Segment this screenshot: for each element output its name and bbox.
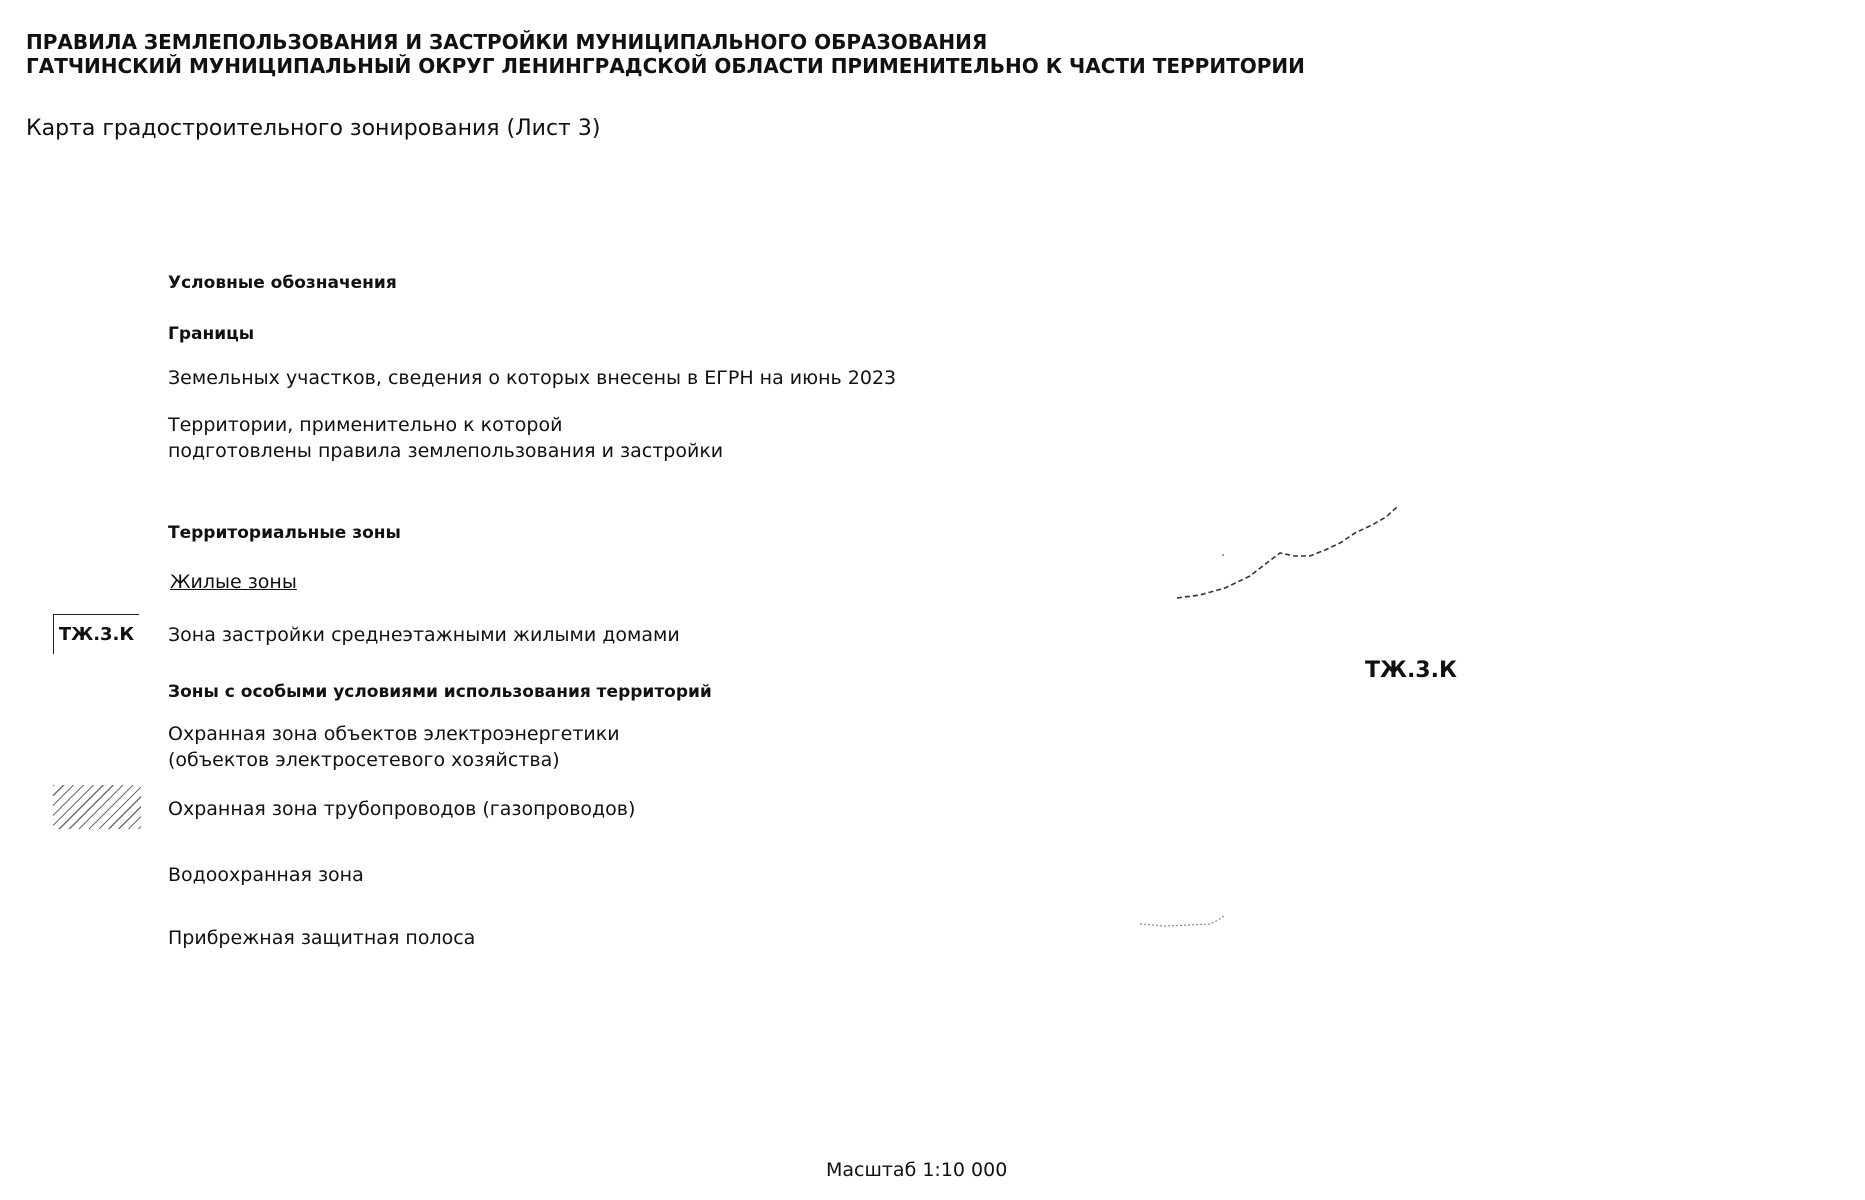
map-title-line-1: ПРАВИЛА ЗЕМЛЕПОЛЬЗОВАНИЯ И ЗАСТРОЙКИ МУНИЦИПАЛЬНОГО ОБРАЗОВАНИЯ (26, 30, 988, 54)
legend-territory-line-2: подготовлены правила землепользования и застройки (168, 440, 724, 462)
legend-title: Условные обозначения (168, 273, 397, 293)
legend-land-plots: Земельных участков, сведения о которых внесены в ЕГРН на июнь 2023 (168, 367, 897, 389)
legend-water-protection-zone: Водоохранная зона (168, 864, 364, 886)
map-subtitle: Карта градостроительного зонирования (Лист 3) (26, 116, 601, 141)
boundary-dashed-line (1177, 507, 1397, 598)
legend-power-line-1: Охранная зона объектов электроэнергетики (168, 723, 620, 745)
legend-coastal-strip: Прибрежная защитная полоса (168, 927, 476, 949)
boundary-dotted-fragment (1140, 916, 1224, 926)
boundaries-heading: Границы (168, 324, 255, 344)
residential-zones-heading: Жилые зоны (170, 571, 297, 593)
map-zone-label: ТЖ.3.К (1365, 658, 1457, 683)
legend-pipeline-zone: Охранная зона трубопроводов (газопроводов) (168, 798, 636, 820)
territorial-zones-heading: Территориальные зоны (168, 523, 401, 543)
map-title-line-2: ГАТЧИНСКИЙ МУНИЦИПАЛЬНЫЙ ОКРУГ ЛЕНИНГРАДСКОЙ ОБЛАСТИ ПРИМЕНИТЕЛЬНО К ЧАСТИ ТЕРРИТОРИИ (26, 54, 1305, 78)
map-scale: Масштаб 1:10 000 (826, 1159, 1008, 1181)
special-zones-heading: Зоны с особыми условиями использования территорий (168, 682, 712, 702)
legend-territory-line-1: Территории, применительно к которой (168, 414, 563, 436)
map-point (1222, 554, 1224, 556)
legend-zone-description: Зона застройки среднеэтажными жилыми домами (168, 624, 680, 646)
legend-power-line-2: (объектов электросетевого хозяйства) (168, 749, 560, 771)
zone-code-swatch: ТЖ.3.К (53, 614, 139, 654)
